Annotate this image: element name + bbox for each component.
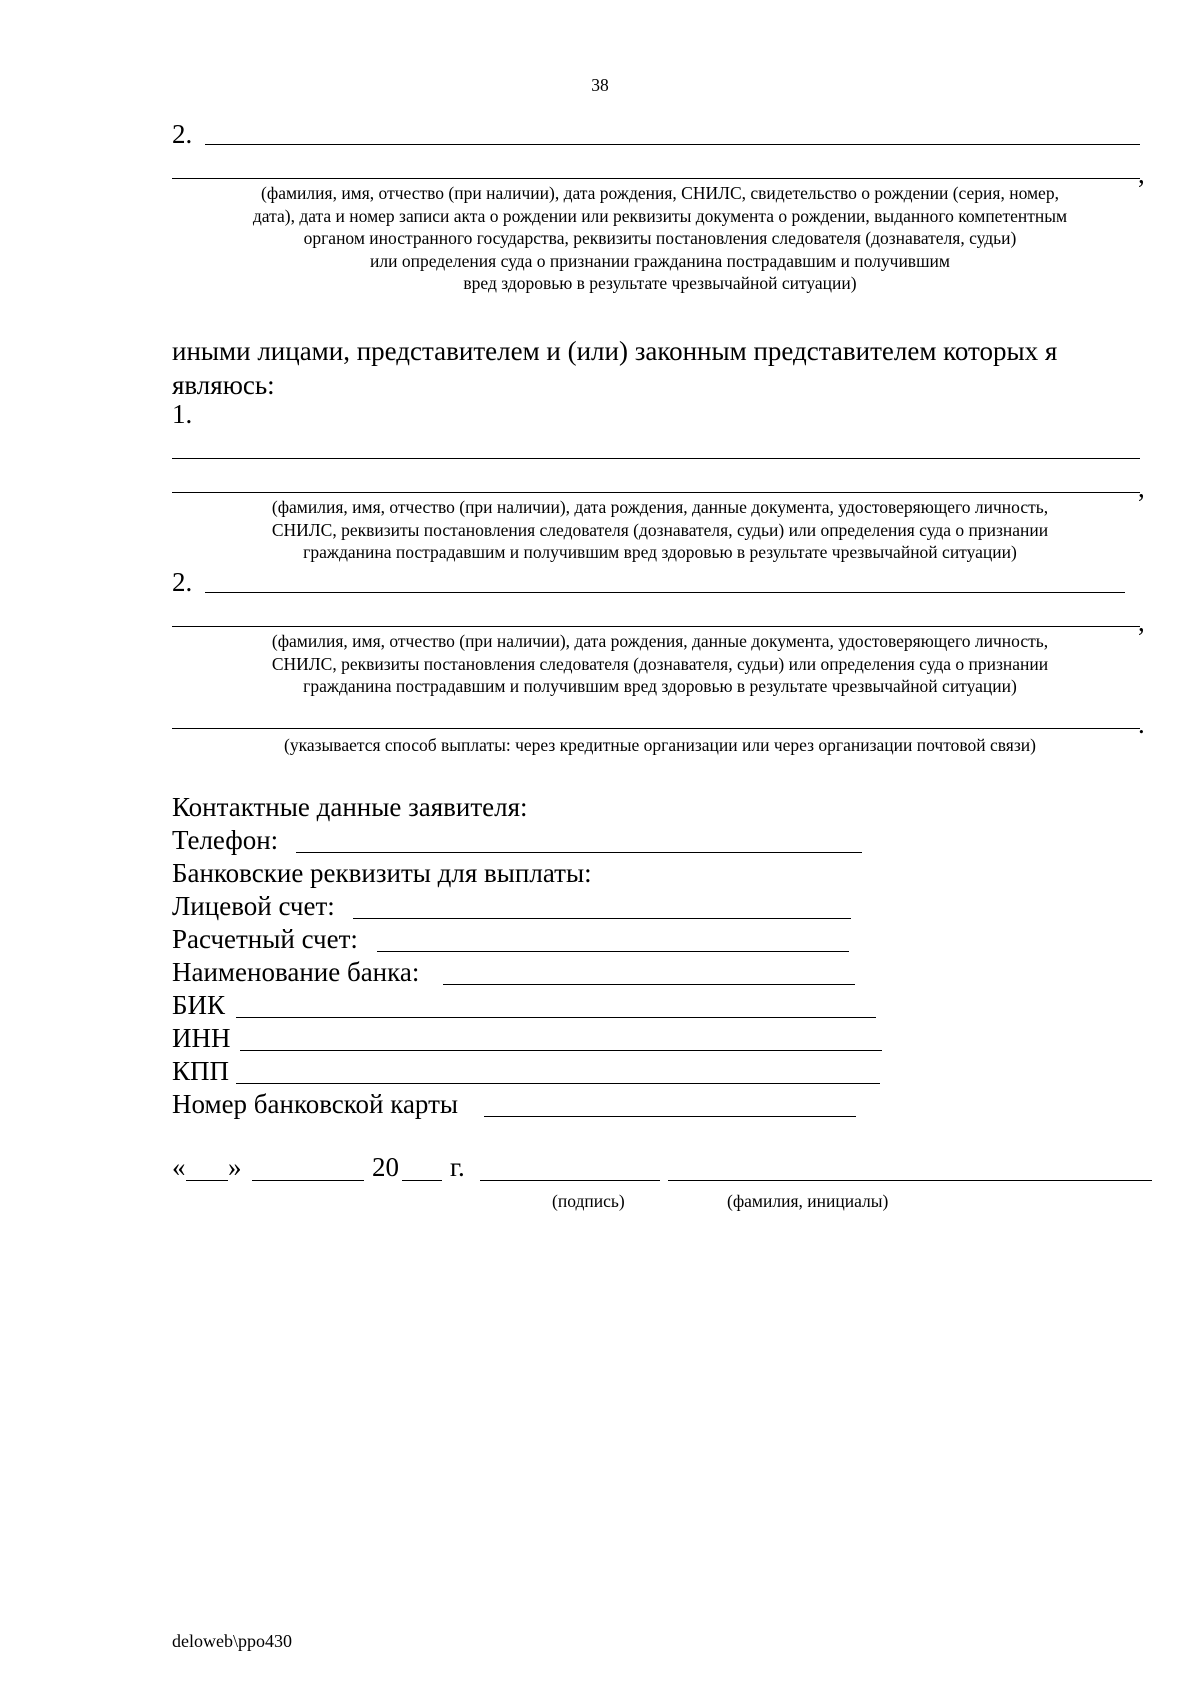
- input-line[interactable]: [172, 626, 1140, 627]
- inn-label: ИНН: [172, 1023, 231, 1053]
- month-field[interactable]: [252, 1180, 364, 1181]
- bik-field[interactable]: [236, 1017, 876, 1018]
- year-prefix: 20: [372, 1152, 399, 1182]
- bank-name-label: Наименование банка:: [172, 957, 420, 987]
- footer-code: deloweb\ppo430: [172, 1631, 292, 1651]
- close-quote: »: [228, 1152, 242, 1182]
- card-number-label: Номер банковской карты: [172, 1089, 459, 1119]
- field-caption: [170, 182, 1150, 295]
- period: .: [1138, 709, 1145, 739]
- item-number: 1.: [172, 399, 193, 429]
- caption-line: (фамилия, имя, отчество (при наличии), дата рождения, СНИЛС, свидетельство о рождении (серия, номер,: [261, 183, 1059, 203]
- caption-line: СНИЛС, реквизиты постановления следователя (дознавателя, судьи) или определения суда о признании: [271, 653, 1049, 674]
- caption-line: (фамилия, имя, отчество (при наличии), дата рождения, данные документа, удостоверяющего личность,: [271, 497, 1049, 517]
- inn-field[interactable]: [240, 1050, 882, 1051]
- signature-caption: (подпись): [552, 1191, 625, 1211]
- kpp-label: КПП: [172, 1056, 230, 1086]
- personal-account-field[interactable]: [353, 918, 851, 919]
- personal-account-label: Лицевой счет:: [172, 891, 335, 921]
- item-number: 2.: [172, 567, 193, 597]
- input-line[interactable]: [205, 144, 1140, 145]
- year-field[interactable]: [402, 1180, 442, 1181]
- input-line[interactable]: [172, 178, 1140, 179]
- comma: ,: [1138, 607, 1145, 637]
- caption-line: гражданина пострадавшим и получившим вред здоровью в результате чрезвычайной ситуации): [303, 542, 1017, 562]
- bik-label: БИК: [172, 990, 226, 1020]
- caption-line: или определения суда о признании гражданина пострадавшим и получившим: [370, 250, 950, 271]
- caption-line: гражданина пострадавшим и получившим вред здоровью в результате чрезвычайной ситуации): [303, 676, 1017, 696]
- name-initials-caption: (фамилия, инициалы): [727, 1191, 889, 1211]
- caption-line: СНИЛС, реквизиты постановления следователя (дознавателя, судьи) или определения суда о признании: [271, 519, 1049, 540]
- day-field[interactable]: [186, 1180, 228, 1181]
- payment-caption: (указывается способ выплаты: через кредитные организации или через организации почтовой связи): [284, 735, 1036, 755]
- payment-method-line[interactable]: [172, 728, 1140, 729]
- page-number: 38: [591, 75, 609, 95]
- settlement-account-field[interactable]: [377, 951, 849, 952]
- name-initials-field[interactable]: [668, 1180, 1152, 1181]
- signature-field[interactable]: [480, 1180, 660, 1181]
- settlement-account-label: Расчетный счет:: [172, 924, 358, 954]
- comma: ,: [1138, 473, 1145, 503]
- year-suffix: г.: [450, 1152, 465, 1182]
- bank-name-field[interactable]: [443, 984, 855, 985]
- field-caption: [170, 630, 1150, 698]
- input-line[interactable]: [172, 458, 1140, 459]
- card-number-field[interactable]: [484, 1116, 856, 1117]
- kpp-field[interactable]: [236, 1083, 880, 1084]
- phone-label: Телефон:: [172, 825, 279, 855]
- phone-field[interactable]: [296, 852, 862, 853]
- caption-line: (фамилия, имя, отчество (при наличии), дата рождения, данные документа, удостоверяющего личность,: [271, 631, 1049, 651]
- comma: ,: [1138, 159, 1145, 189]
- caption-line: органом иностранного государства, реквизиты постановления следователя (дознавателя, судьи): [303, 228, 1017, 248]
- bank-details-heading: Банковские реквизиты для выплаты:: [172, 858, 592, 888]
- caption-line: вред здоровью в результате чрезвычайной ситуации): [463, 273, 857, 293]
- input-line[interactable]: [172, 492, 1140, 493]
- open-quote: «: [172, 1152, 186, 1182]
- field-caption: [170, 496, 1150, 564]
- contacts-heading: Контактные данные заявителя:: [172, 792, 528, 822]
- caption-line: дата), дата и номер записи акта о рождении или реквизиты документа о рождении, выданного компетентным: [252, 205, 1068, 226]
- others-heading: иными лицами, представителем и (или) законным представителем которых я являюсь:: [172, 336, 1058, 400]
- input-line[interactable]: [205, 592, 1125, 593]
- item-number: 2.: [172, 119, 193, 149]
